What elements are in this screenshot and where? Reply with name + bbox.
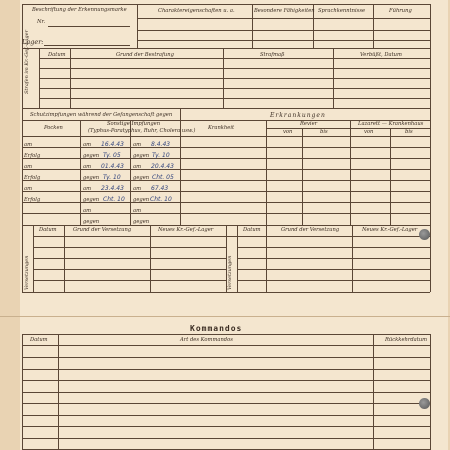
hw-entry-6b: Cht. 10 (150, 196, 172, 203)
rule-line (22, 392, 430, 393)
rule-line (33, 258, 226, 259)
punch-hole-lower (419, 398, 430, 409)
vers-right-datum: Datum (243, 227, 261, 233)
revier-header: Revier (300, 121, 318, 127)
erkrankungen-title: Erkrankungen (270, 112, 326, 119)
pocken-erfolg-1: Erfolg (24, 153, 41, 159)
hw-entry-4b: Cht. 05 (152, 174, 174, 181)
strafen-strafmass-header: Strafmaß (260, 52, 285, 58)
vers-right-grund: Grund der Versetzung (281, 227, 340, 233)
faehigkeiten-label: Besondere Fähigkeiten (254, 8, 315, 14)
versetzungen-side-left: Versetzungen (24, 255, 30, 290)
kommandos-art-header: Art des Kommandos (180, 337, 233, 343)
strafen-side-label: Strafen im Kr.-Gef.-Lager (24, 30, 30, 94)
punch-hole-upper (419, 229, 430, 240)
nr-underline (48, 26, 130, 27)
rule-line (33, 269, 226, 270)
rule-line (39, 68, 430, 69)
rule-line (39, 78, 430, 79)
rule-line (22, 48, 23, 108)
rule-line (430, 108, 431, 225)
rule-line (22, 357, 430, 358)
rule-line (252, 4, 253, 48)
hw-entry-5a: 23.4.43 (101, 185, 124, 192)
rule-line (237, 269, 430, 270)
strafen-grund-header: Grund der Bestrafung (116, 52, 174, 58)
strafen-bottom-line (22, 108, 430, 109)
imp-gegen-2a: gegen (83, 175, 100, 181)
rule-line (39, 98, 430, 99)
pocken-erfolg-2: Erfolg (24, 175, 41, 181)
vers-bottom-line (22, 292, 430, 293)
rule-line (137, 4, 138, 48)
pocken-am-1: am (24, 142, 33, 148)
vers-right-neues: Neues Kr.-Gef.-Lager (362, 227, 418, 233)
imp-am-3a: am (83, 186, 92, 192)
rule-line (373, 4, 374, 48)
strafen-verbuesst-header: Verbüßt, Datum (360, 52, 402, 58)
hw-entry-3a: 01.4.43 (101, 163, 124, 170)
rule-line (237, 247, 430, 248)
rule-line (22, 225, 23, 292)
rule-line (237, 280, 430, 281)
imp-gegen-2b: gegen (133, 175, 150, 181)
sonstige-header: Sonstige Impfungen (107, 121, 161, 127)
rule-line (22, 136, 430, 137)
rule-line (22, 438, 430, 439)
rule-line (33, 247, 226, 248)
versetzungen-side-right: Versetzungen (227, 255, 233, 290)
rule-line (33, 280, 226, 281)
revier-bis: bis (320, 129, 328, 135)
lager-underline (44, 45, 130, 46)
sonstige-sub-header: (Typhus-Paratyphus, Ruhr, Cholera usw.) (88, 128, 196, 134)
impfungen-title: Schutzimpfungen während der Gefangenschaft gegen (30, 112, 173, 118)
kommandos-top-line (22, 334, 430, 335)
vers-left-grund: Grund der Versetzung (73, 227, 132, 233)
hw-entry-2b: Ty. 10 (152, 152, 170, 159)
rule-line (390, 128, 391, 225)
hw-entry-2a: Ty. 05 (103, 152, 121, 159)
lazarett-von: von (364, 129, 374, 135)
rule-line (22, 380, 430, 381)
lazarett-bis: bis (405, 129, 413, 135)
imp-am-2a: am (83, 164, 92, 170)
header-bottom-line (22, 48, 430, 49)
hw-entry-6a: Cht. 10 (103, 196, 125, 203)
rule-line (39, 88, 430, 89)
pocken-erfolg-3: Erfolg (24, 197, 41, 203)
pocken-header: Pocken (44, 125, 63, 131)
lager-label: Lager: (22, 38, 44, 46)
imp-am-2b: am (133, 164, 142, 170)
rule-line (430, 334, 431, 450)
hw-entry-1b: 8.4.43 (151, 141, 171, 148)
rule-line (302, 128, 303, 225)
imp-gegen-4a: gegen (83, 219, 100, 225)
imp-gegen-3b: gegen (133, 197, 150, 203)
kommandos-datum-header: Datum (30, 337, 48, 343)
kommandos-rueckkehr-header: Rückkehrdatum (385, 337, 428, 343)
rule-line (430, 48, 431, 108)
rule-line (22, 108, 23, 225)
imp-gegen-1b: gegen (133, 153, 150, 159)
rule-line (137, 40, 430, 41)
krankheit-header: Krankheit (208, 125, 235, 131)
revier-von: von (283, 129, 293, 135)
imp-am-4a: am (83, 208, 92, 214)
imp-am-1a: am (83, 142, 92, 148)
lazarett-header: Lazarett — Krankenhaus (358, 121, 424, 127)
imp-gegen-3a: gegen (83, 197, 100, 203)
hw-entry-5b: 67.43 (151, 185, 169, 192)
vers-left-datum: Datum (39, 227, 57, 233)
hw-entry-1a: 16.4.43 (101, 141, 124, 148)
rule-line (22, 426, 430, 427)
imp-am-3b: am (133, 186, 142, 192)
hw-entry-3b: 20.4.43 (151, 163, 174, 170)
erkennungsmarke-label: Beschriftung der Erkennungsmarke (32, 7, 127, 13)
imp-gegen-4b: gegen (133, 219, 150, 225)
impf-krank-divider (180, 108, 181, 225)
rule-line (137, 18, 430, 19)
rule-line (22, 369, 430, 370)
rule-line (22, 403, 430, 404)
fuehrung-label: Führung (389, 8, 412, 14)
nr-label: Nr. (37, 19, 46, 25)
rule-line (22, 415, 430, 416)
rule-line (430, 4, 431, 48)
imp-am-4b: am (133, 208, 142, 214)
imp-am-1b: am (133, 142, 142, 148)
rule-line (33, 236, 430, 237)
rule-line (22, 345, 430, 346)
vers-left-neues: Neues Kr.-Gef.-Lager (158, 227, 214, 233)
fold-line (0, 316, 450, 317)
sprachen-label: Sprachkenntnisse (318, 8, 366, 14)
rule-line (237, 258, 430, 259)
pocken-am-3: am (24, 186, 33, 192)
hw-entry-4a: Ty. 10 (103, 174, 121, 181)
rule-line (430, 225, 431, 292)
strafen-datum-header: Datum (48, 52, 66, 58)
charakter-label: Charaktereigenschaften u. a. (158, 8, 235, 14)
pocken-am-2: am (24, 164, 33, 170)
rule-line (137, 30, 430, 31)
imp-gegen-1a: gegen (83, 153, 100, 159)
header-top-line (22, 4, 430, 5)
kommandos-title: Kommandos (190, 324, 243, 333)
